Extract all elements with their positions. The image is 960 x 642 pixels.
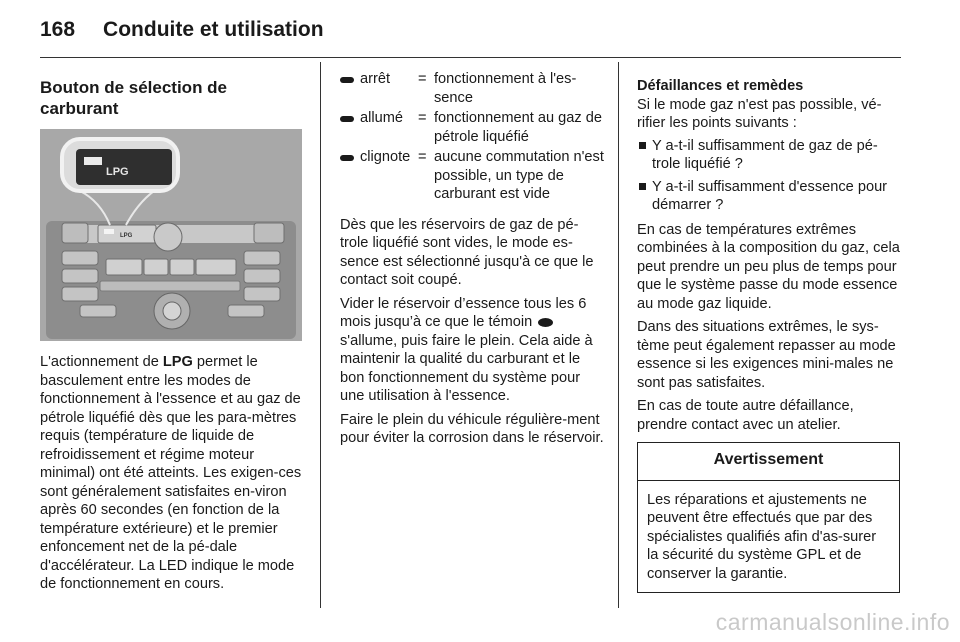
led-dash-icon	[340, 77, 354, 83]
fuel-indicator-icon	[538, 318, 553, 327]
empty-tanks-paragraph: Dès que les réservoirs de gaz de pé-trole liquéfié sont vides, le mode es-sence est sélectionné jusqu'à ce que le contact soit coupé.	[340, 216, 594, 288]
led-state-table	[340, 70, 605, 206]
warning-text: Les réparations et ajustements ne peuvent être effectués que par des spécialistes qualifiés afin d'as-surer la sécurité du système GPL et de conserver la garantie.	[647, 491, 877, 582]
checklist	[637, 137, 902, 215]
led-row: clignote = aucune commutation n'est possible, un type de carburant est vide	[340, 148, 605, 206]
column-2	[340, 70, 605, 453]
faults-subtitle: Défaillances et remèdes	[637, 78, 804, 94]
workshop-paragraph: En cas de toute autre défaillance, prendre contact avec un atelier.	[637, 398, 854, 433]
lpg-button-label: LPG	[120, 233, 133, 239]
list-item: Y a-t-il suffisamment d'essence pour démarrer ?	[637, 178, 902, 215]
column-3	[637, 77, 902, 593]
extreme-situation-paragraph: Dans des situations extrêmes, le sys-tème peut également repasser au mode essence si les exigences mini-males ne sont pas satisfaites.	[637, 319, 896, 391]
led-dash-icon	[340, 155, 354, 161]
column-divider-1	[320, 62, 321, 608]
lpg-keyword: LPG	[162, 354, 193, 370]
led-row: arrêt = fonctionnement à l'es-sence	[340, 70, 605, 109]
empty-tank-paragraph: Vider le réservoir d’essence tous les 6 mois jusqu’à ce que le témoin s'allume, puis faire le plein. Cela aide à maintenir la qualité du carburant et le bon fonctionnement du système pour une utilisation à l'essence.	[340, 295, 593, 404]
watermark: carmanualsonline.info	[715, 609, 950, 635]
page-number: 168	[40, 18, 76, 41]
column-1	[40, 77, 305, 599]
page-title: Conduite et utilisation	[103, 18, 324, 41]
section-title: Bouton de sélection de carburant	[40, 78, 228, 118]
page-header	[40, 18, 324, 42]
dashboard-svg	[40, 129, 302, 341]
lpg-paragraph: L'actionnement de LPG permet le basculement entre les modes de fonctionnement à l'essence et au gaz de pétrole liquéfié dès que les para-mètres requis (température de liquide de refroidissement et régime moteur minimal) ont été atteints. Les exigen-ces sont généralement satisfaites en-viron après 60 secondes (en fonction de la température extérieure) et le premier enfoncement net de la pé-dale d'accélérateur. La LED indique le mode de fonctionnement en cours.	[40, 354, 302, 592]
led-row: allumé = fonctionnement au gaz de pétrole liquéfié	[340, 109, 605, 148]
warning-title: Avertissement	[638, 443, 899, 481]
faults-intro: Si le mode gaz n'est pas possible, vé-rifier les points suivants :	[637, 96, 882, 131]
lpg-zoom-label: LPG	[106, 166, 129, 178]
column-divider-2	[618, 62, 619, 608]
extreme-temp-paragraph: En cas de températures extrêmes combinées à la composition du gaz, cela peut prendre un peu plus de temps pour que le système passe du mode essence au mode gaz liquide.	[637, 221, 900, 312]
refuel-paragraph: Faire le plein du véhicule régulière-ment pour éviter la corrosion dans le réservoir.	[340, 411, 604, 446]
list-item: Y a-t-il suffisamment de gaz de pé-trole liquéfié ?	[637, 137, 902, 174]
warning-box	[637, 442, 900, 593]
dashboard-illustration	[40, 129, 302, 341]
led-dash-icon	[340, 116, 354, 122]
header-rule	[40, 57, 901, 58]
